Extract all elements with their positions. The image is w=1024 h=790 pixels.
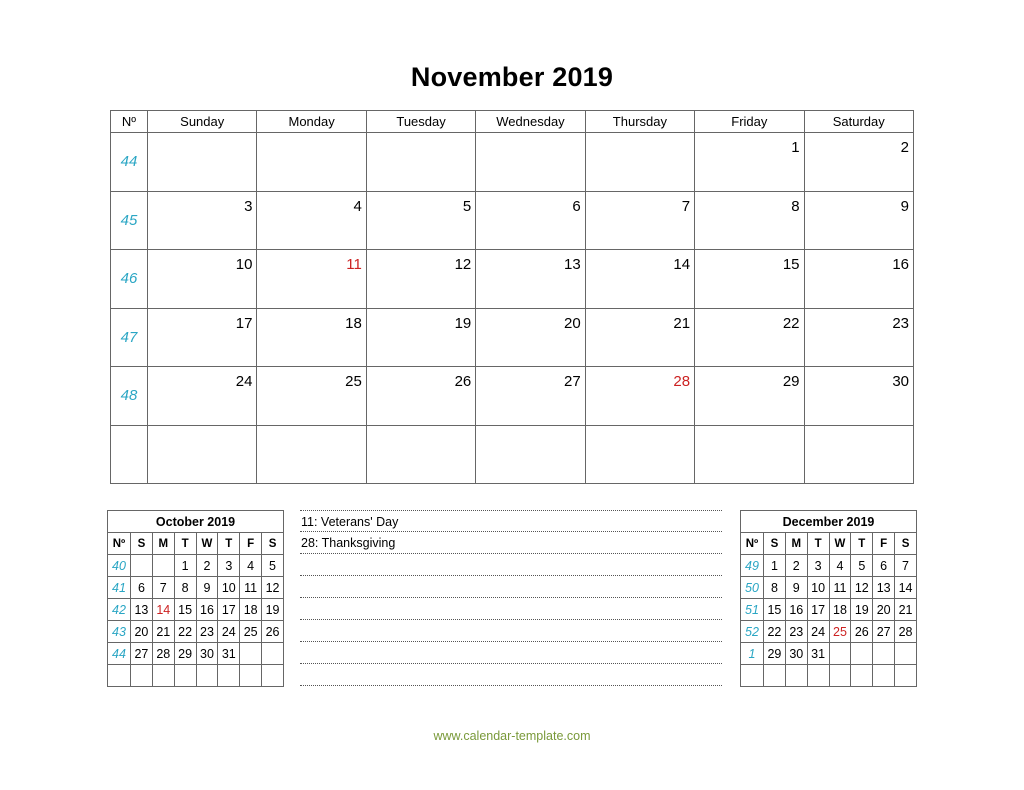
day-cell[interactable]: 3 (218, 555, 240, 577)
day-cell[interactable]: 26 (851, 621, 873, 643)
day-cell[interactable]: 8 (174, 577, 196, 599)
day-number: 26 (454, 373, 472, 390)
day-number: 28 (673, 373, 691, 390)
day-cell[interactable]: 19 (851, 599, 873, 621)
day-cell[interactable]: 27 (131, 643, 153, 665)
day-cell[interactable] (851, 643, 873, 665)
notes-area (300, 510, 722, 686)
week-row (741, 621, 917, 643)
day-cell[interactable]: 21 (895, 599, 917, 621)
week-number: 41 (108, 577, 131, 599)
note-line[interactable] (300, 664, 722, 686)
day-cell[interactable] (257, 425, 366, 484)
week-row (111, 250, 914, 309)
week-number: 47 (111, 308, 148, 367)
day-number: 21 (673, 314, 691, 332)
week-row (111, 308, 914, 367)
day-cell[interactable] (262, 643, 284, 665)
day-cell[interactable] (804, 308, 913, 367)
weekday-header: Friday (695, 111, 804, 133)
day-cell[interactable]: 11 (829, 577, 851, 599)
note-line[interactable] (300, 620, 722, 642)
day-number: 10 (235, 256, 253, 273)
day-cell[interactable]: 26 (262, 621, 284, 643)
day-number: 24 (235, 373, 253, 390)
week-row (741, 577, 917, 599)
week-number: 49 (741, 555, 764, 577)
week-number: 40 (108, 555, 131, 577)
day-cell[interactable] (131, 665, 153, 687)
day-cell[interactable] (476, 191, 585, 250)
day-cell[interactable] (148, 250, 257, 309)
day-cell[interactable] (366, 191, 475, 250)
weekday-header: F (240, 533, 262, 555)
weekday-header: T (174, 533, 196, 555)
day-number: 27 (564, 373, 581, 390)
day-cell[interactable]: 23 (196, 621, 218, 643)
week-row (111, 191, 914, 250)
day-cell[interactable]: 16 (785, 599, 807, 621)
day-number: 17 (235, 314, 253, 332)
day-cell[interactable]: 13 (873, 577, 895, 599)
day-cell[interactable] (804, 367, 913, 426)
week-number: 42 (108, 599, 131, 621)
day-cell[interactable]: 2 (196, 555, 218, 577)
day-number: 22 (782, 314, 800, 332)
week-row (108, 621, 284, 643)
day-cell[interactable]: 24 (807, 621, 829, 643)
day-cell[interactable]: 18 (240, 599, 262, 621)
day-cell[interactable] (148, 308, 257, 367)
day-cell[interactable] (804, 250, 913, 309)
week-number: 51 (741, 599, 764, 621)
weekday-header: Sunday (148, 111, 257, 133)
day-cell[interactable]: 4 (829, 555, 851, 577)
weekday-header: T (851, 533, 873, 555)
day-cell[interactable] (804, 191, 913, 250)
day-number: 11 (346, 256, 362, 273)
day-number: 9 (900, 197, 909, 215)
day-cell[interactable]: 15 (764, 599, 786, 621)
week-number: 44 (111, 133, 148, 192)
week-row (111, 425, 914, 484)
day-cell[interactable]: 12 (262, 577, 284, 599)
day-cell[interactable] (148, 425, 257, 484)
day-number: 13 (564, 256, 581, 273)
note-line[interactable]: 28: Thanksgiving (300, 532, 722, 554)
week-row (111, 367, 914, 426)
day-cell[interactable] (366, 425, 475, 484)
day-cell[interactable]: 15 (174, 599, 196, 621)
day-cell[interactable]: 9 (785, 577, 807, 599)
day-cell[interactable]: 20 (873, 599, 895, 621)
day-cell[interactable] (695, 308, 804, 367)
day-cell[interactable] (257, 250, 366, 309)
day-cell[interactable]: 21 (152, 621, 174, 643)
mini-calendar-caption: December 2019 (741, 511, 917, 533)
day-cell[interactable]: 10 (807, 577, 829, 599)
note-line[interactable] (300, 642, 722, 664)
day-cell[interactable] (476, 308, 585, 367)
day-cell[interactable]: 3 (807, 555, 829, 577)
weekday-header: F (873, 533, 895, 555)
weekday-header: W (829, 533, 851, 555)
day-cell[interactable]: 17 (807, 599, 829, 621)
day-cell[interactable]: 12 (851, 577, 873, 599)
week-row (741, 599, 917, 621)
weekday-header: S (262, 533, 284, 555)
day-cell[interactable] (240, 643, 262, 665)
day-cell[interactable] (366, 367, 475, 426)
week-number (108, 665, 131, 687)
footer-website[interactable]: www.calendar-template.com (433, 729, 591, 743)
day-cell[interactable] (873, 643, 895, 665)
day-cell[interactable] (148, 191, 257, 250)
day-cell[interactable]: 14 (152, 599, 174, 621)
day-cell[interactable]: 16 (196, 599, 218, 621)
day-cell[interactable] (240, 665, 262, 687)
day-cell[interactable]: 7 (152, 577, 174, 599)
october-mini-calendar (107, 510, 284, 687)
day-number: 14 (673, 256, 691, 273)
week-number: 52 (741, 621, 764, 643)
day-cell[interactable]: 8 (764, 577, 786, 599)
day-number: 12 (454, 256, 472, 273)
day-cell[interactable]: 22 (764, 621, 786, 643)
day-cell[interactable] (851, 665, 873, 687)
weekday-header: T (218, 533, 240, 555)
day-cell[interactable] (807, 665, 829, 687)
day-cell[interactable] (476, 367, 585, 426)
week-row (741, 555, 917, 577)
day-cell[interactable]: 29 (174, 643, 196, 665)
day-cell[interactable] (257, 308, 366, 367)
day-cell[interactable]: 25 (829, 621, 851, 643)
day-number: 5 (462, 197, 472, 215)
day-cell[interactable]: 19 (262, 599, 284, 621)
month-calendar-grid (110, 110, 914, 484)
week-number: 50 (741, 577, 764, 599)
december-mini-calendar (740, 510, 917, 687)
day-cell[interactable] (804, 425, 913, 484)
day-number: 23 (892, 314, 909, 332)
day-cell[interactable]: 5 (262, 555, 284, 577)
day-cell[interactable] (262, 665, 284, 687)
day-cell[interactable] (366, 250, 475, 309)
day-cell[interactable] (148, 367, 257, 426)
day-cell[interactable] (585, 250, 694, 309)
week-number-header: Nº (108, 533, 131, 555)
week-row (108, 555, 284, 577)
day-cell[interactable] (585, 191, 694, 250)
day-cell[interactable] (585, 425, 694, 484)
day-cell[interactable]: 9 (196, 577, 218, 599)
day-cell[interactable] (174, 665, 196, 687)
day-cell[interactable]: 28 (895, 621, 917, 643)
week-number (741, 665, 764, 687)
day-number: 3 (244, 197, 253, 215)
day-cell[interactable]: 25 (240, 621, 262, 643)
day-cell[interactable] (785, 665, 807, 687)
day-cell[interactable]: 31 (218, 643, 240, 665)
weekday-header: S (895, 533, 917, 555)
day-cell[interactable]: 10 (218, 577, 240, 599)
week-row (111, 133, 914, 192)
day-number: 4 (353, 197, 362, 215)
weekday-header: S (764, 533, 786, 555)
day-number: 19 (454, 314, 472, 332)
day-number: 1 (791, 139, 800, 156)
day-cell[interactable] (695, 250, 804, 309)
day-cell[interactable] (196, 665, 218, 687)
week-row (741, 643, 917, 665)
day-cell[interactable] (895, 643, 917, 665)
day-cell[interactable] (829, 665, 851, 687)
note-line[interactable] (300, 598, 722, 620)
week-number-header: Nº (741, 533, 764, 555)
week-row (108, 643, 284, 665)
week-row (108, 577, 284, 599)
week-number (111, 425, 148, 484)
week-number: 43 (108, 621, 131, 643)
weekday-header: Tuesday (366, 111, 475, 133)
day-cell[interactable] (148, 133, 257, 192)
day-cell[interactable]: 13 (131, 599, 153, 621)
day-number: 8 (791, 197, 800, 215)
day-number: 2 (900, 139, 909, 156)
week-number: 1 (741, 643, 764, 665)
day-number: 7 (681, 197, 691, 215)
day-cell[interactable] (131, 555, 153, 577)
weekday-header: Wednesday (476, 111, 585, 133)
day-cell[interactable]: 29 (764, 643, 786, 665)
day-cell[interactable]: 6 (131, 577, 153, 599)
page-title: November 2019 (410, 62, 614, 92)
day-number: 6 (572, 197, 581, 215)
weekday-header: M (152, 533, 174, 555)
day-cell[interactable] (895, 665, 917, 687)
day-cell[interactable] (804, 133, 913, 192)
day-cell[interactable] (585, 133, 694, 192)
day-cell[interactable]: 7 (895, 555, 917, 577)
note-line[interactable] (300, 554, 722, 576)
day-number: 16 (892, 256, 909, 273)
day-cell[interactable]: 4 (240, 555, 262, 577)
day-number: 15 (782, 256, 800, 273)
day-cell[interactable]: 30 (785, 643, 807, 665)
day-cell[interactable] (257, 191, 366, 250)
day-cell[interactable] (152, 555, 174, 577)
day-cell[interactable] (476, 425, 585, 484)
weekday-header: W (196, 533, 218, 555)
day-cell[interactable] (695, 367, 804, 426)
day-cell[interactable]: 2 (785, 555, 807, 577)
note-line[interactable]: 11: Veterans' Day (300, 510, 722, 532)
day-cell[interactable] (585, 308, 694, 367)
day-cell[interactable]: 18 (829, 599, 851, 621)
day-number: 29 (782, 373, 800, 390)
day-cell[interactable] (695, 425, 804, 484)
week-number-header: Nº (111, 111, 148, 133)
day-cell[interactable] (476, 133, 585, 192)
week-row (108, 599, 284, 621)
day-cell[interactable]: 11 (240, 577, 262, 599)
day-cell[interactable] (695, 133, 804, 192)
day-cell[interactable] (152, 665, 174, 687)
day-cell[interactable]: 17 (218, 599, 240, 621)
day-cell[interactable]: 1 (174, 555, 196, 577)
day-cell[interactable]: 14 (895, 577, 917, 599)
week-number: 45 (111, 191, 148, 250)
day-number: 25 (345, 373, 362, 390)
day-number: 20 (564, 314, 581, 332)
day-cell[interactable] (873, 665, 895, 687)
day-cell[interactable]: 20 (131, 621, 153, 643)
mini-calendar-caption: October 2019 (108, 511, 284, 533)
day-cell[interactable] (257, 367, 366, 426)
day-cell[interactable] (366, 308, 475, 367)
day-cell[interactable] (257, 133, 366, 192)
day-cell[interactable]: 5 (851, 555, 873, 577)
weekday-header: T (807, 533, 829, 555)
weekday-header: Thursday (585, 111, 694, 133)
day-cell[interactable] (218, 665, 240, 687)
weekday-header: Monday (257, 111, 366, 133)
day-cell[interactable]: 28 (152, 643, 174, 665)
week-row (108, 665, 284, 687)
weekday-header: Saturday (804, 111, 913, 133)
week-row (741, 665, 917, 687)
day-number: 18 (345, 314, 362, 332)
day-cell[interactable] (366, 133, 475, 192)
day-cell[interactable]: 1 (764, 555, 786, 577)
weekday-header: M (785, 533, 807, 555)
day-cell[interactable]: 31 (807, 643, 829, 665)
day-cell[interactable]: 30 (196, 643, 218, 665)
note-line[interactable] (300, 576, 722, 598)
week-number: 48 (111, 367, 148, 426)
weekday-header: S (131, 533, 153, 555)
day-cell[interactable]: 24 (218, 621, 240, 643)
day-cell[interactable] (476, 250, 585, 309)
day-cell[interactable] (829, 643, 851, 665)
day-cell[interactable]: 27 (873, 621, 895, 643)
week-number: 46 (111, 250, 148, 309)
week-number: 44 (108, 643, 131, 665)
day-cell[interactable] (585, 367, 694, 426)
day-cell[interactable] (695, 191, 804, 250)
day-cell[interactable] (764, 665, 786, 687)
day-cell[interactable]: 6 (873, 555, 895, 577)
day-cell[interactable]: 23 (785, 621, 807, 643)
day-number: 30 (892, 373, 909, 390)
day-cell[interactable]: 22 (174, 621, 196, 643)
